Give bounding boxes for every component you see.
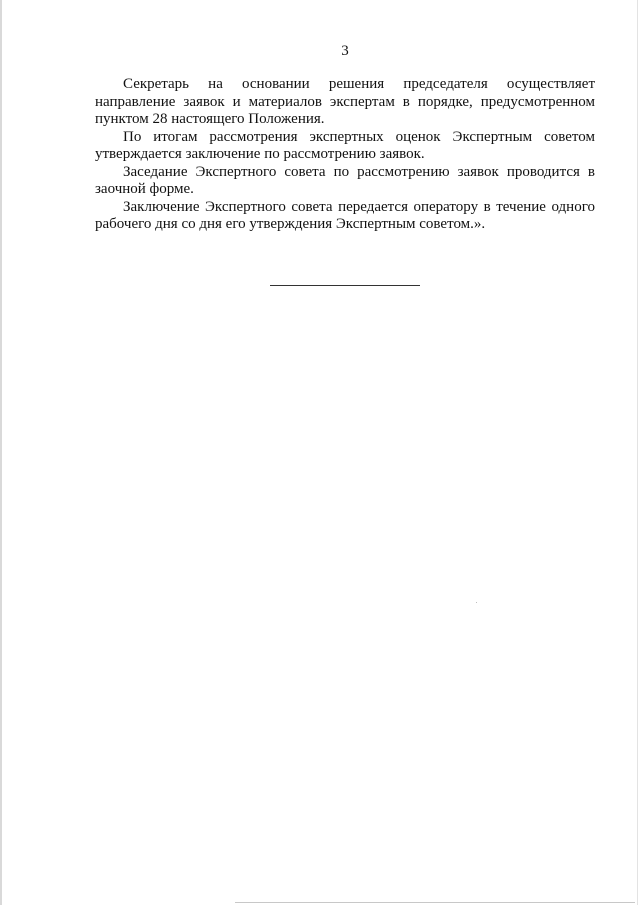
paragraph-secretary: Секретарь на основании решения председателя осуществляет направление заявок и материалов экспертам в порядке, предусмотренном пунктом 28 настоящего Положения. (95, 76, 595, 127)
page-number: 3 (341, 43, 349, 59)
end-divider-line (270, 285, 420, 286)
scan-edge-right (637, 0, 638, 905)
paragraph-conclusion-transfer: Заключение Экспертного совета передается оператору в течение одного рабочего дня со дня его утверждения Экспертным советом.». (95, 198, 595, 232)
scan-edge-bottom (235, 902, 635, 903)
document-body (95, 76, 595, 234)
scan-edge-left (0, 0, 2, 905)
paragraph-session-form: Заседание Экспертного совета по рассмотрению заявок проводится в заочной форме. (95, 163, 595, 197)
paragraph-expert-assessment: По итогам рассмотрения экспертных оценок Экспертным советом утверждается заключение по рассмотрению заявок. (95, 128, 595, 162)
scan-speck (476, 602, 477, 603)
